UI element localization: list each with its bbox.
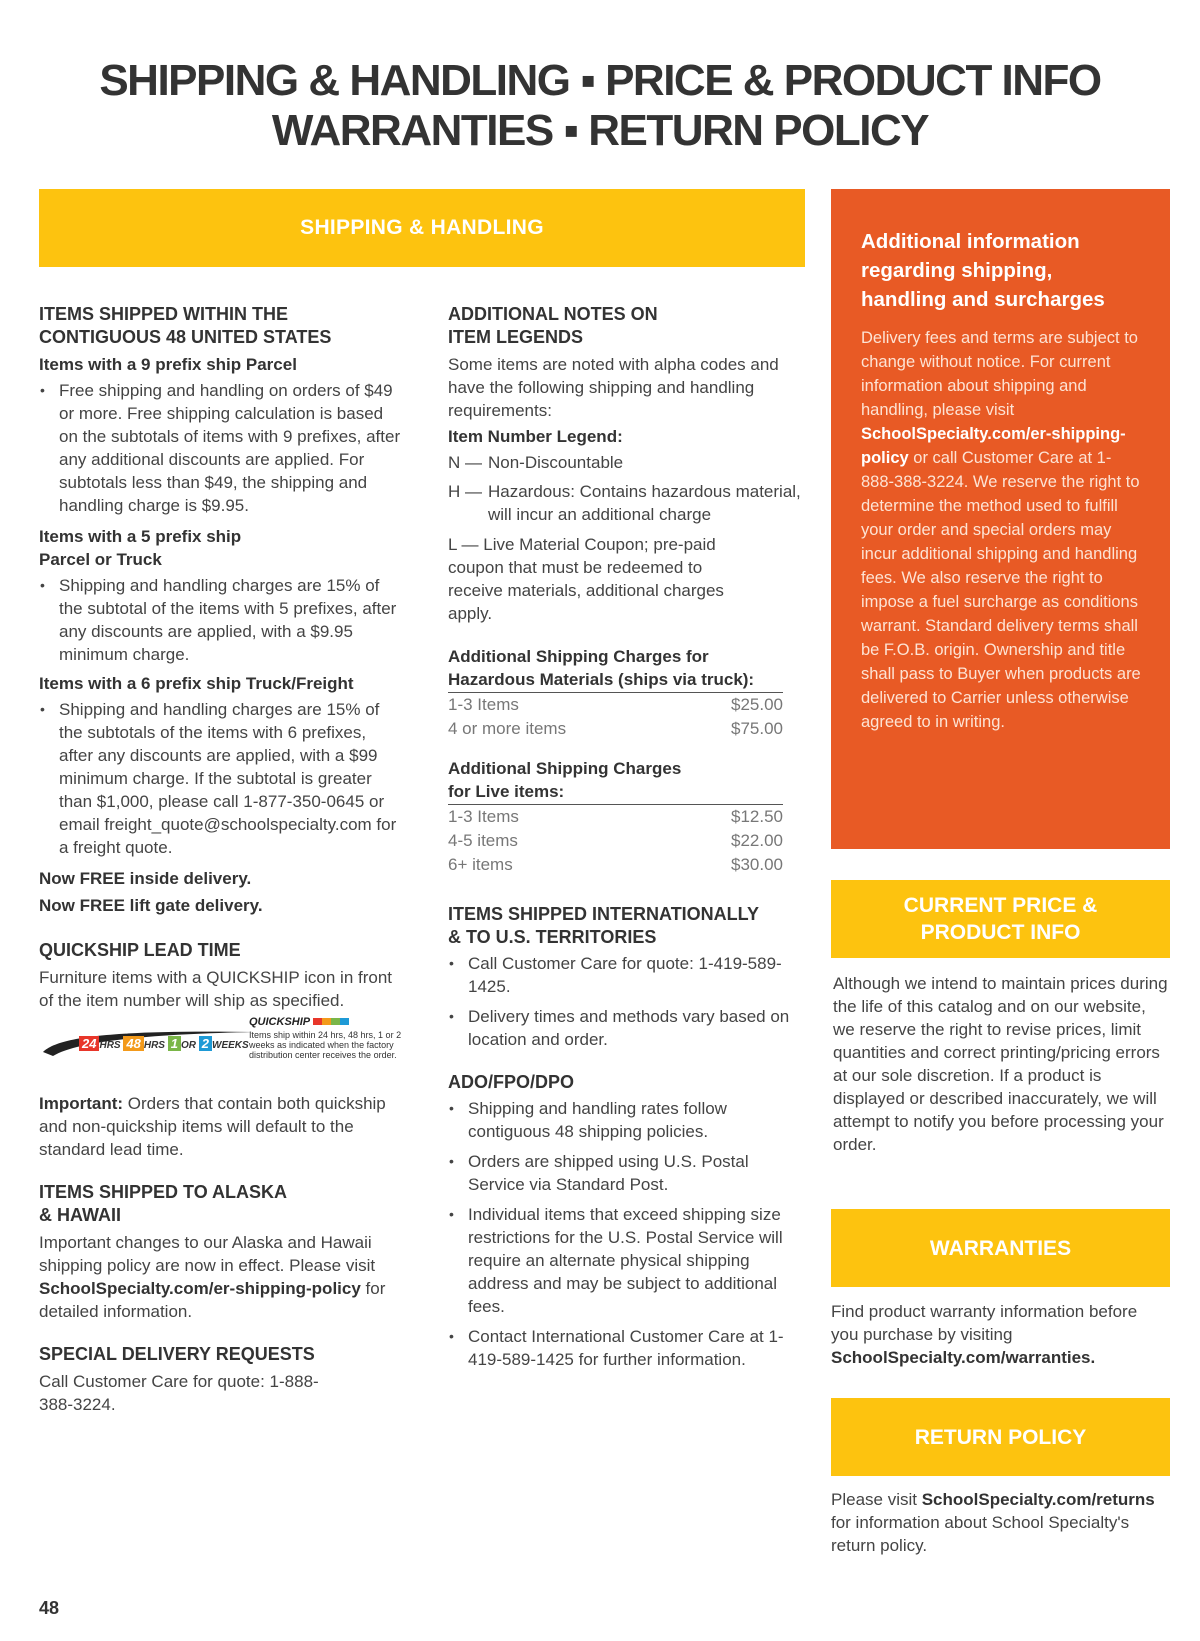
- hazmat-table: [448, 645, 783, 741]
- additional-info-link[interactable]: SchoolSpecialty.com/er-shipping-policy: [861, 425, 1126, 467]
- price-info-band: [831, 880, 1170, 958]
- column-2: [448, 303, 803, 1371]
- legend-title: Item Number Legend:: [448, 427, 623, 446]
- live-title-line-1: Additional Shipping Charges: [448, 759, 682, 778]
- ado-bullet-4: • Contact International Customer Care at 1-419-589-1425 for further information.: [448, 1325, 803, 1371]
- quickship-caption: Items ship within 24 hrs, 48 hrs, 1 or 2 weeks as indicated when the factory distribution center receives the order.: [249, 1030, 402, 1060]
- legend-h-text: Hazardous: Contains hazardous material, will incur an additional charge: [488, 482, 801, 524]
- ado-heading: ADO/FPO/DPO: [448, 1072, 575, 1092]
- badge-weeks: WEEKS: [212, 1040, 249, 1051]
- alaska-text-2: for detailed information.: [39, 1279, 386, 1321]
- international-heading: [448, 903, 803, 949]
- alaska-text-1: Important changes to our Alaska and Hawaii shipping policy are now in effect. Please visit: [39, 1233, 376, 1275]
- additional-info-title: Additional information regarding shipping, handling and surcharges: [861, 230, 1105, 311]
- notes-heading: [448, 303, 803, 349]
- return-policy-band: RETURN POLICY: [831, 1398, 1170, 1476]
- legend-n-key: N —: [448, 453, 482, 472]
- badge-48: 48: [123, 1036, 143, 1051]
- column-1: [39, 303, 404, 1416]
- quickship-important: [39, 1092, 404, 1161]
- free-inside-delivery: Now FREE inside delivery.: [39, 869, 252, 888]
- warranties-text: [831, 1300, 1161, 1369]
- badge-hrs-2: HRS: [143, 1040, 165, 1051]
- international-heading-line-1: ITEMS SHIPPED INTERNATIONALLY: [448, 904, 760, 924]
- international-bullet-2: • Delivery times and methods vary based on location and order.: [448, 1005, 803, 1051]
- hazmat-row-label: 1-3 Items: [448, 695, 519, 714]
- live-row: [448, 853, 783, 877]
- legend-n-text: Non-Discountable: [488, 453, 624, 472]
- warranties-link[interactable]: SchoolSpecialty.com/warranties.: [831, 1348, 1096, 1367]
- notes-text: Some items are noted with alpha codes and have the following shipping and handling requirements:: [448, 355, 779, 420]
- notes-heading-line-1: ADDITIONAL NOTES ON: [448, 304, 658, 324]
- quickship-logo: [39, 1016, 404, 1078]
- live-row-label: 6+ items: [448, 855, 513, 874]
- important-label: Important:: [39, 1094, 124, 1113]
- live-title-line-2: for Live items:: [448, 782, 565, 801]
- additional-info-text-1: Delivery fees and terms are subject to change without notice. For current information about shipping and handling, please visit: [861, 329, 1138, 419]
- live-row-label: 4-5 items: [448, 831, 518, 850]
- page-title: [0, 56, 1200, 156]
- badge-24: 24: [79, 1036, 99, 1051]
- price-info-band-line-2: PRODUCT INFO: [920, 921, 1081, 944]
- ado-bullet-2: • Orders are shipped using U.S. Postal Service via Standard Post.: [448, 1150, 803, 1196]
- prefix-9-title: Items with a 9 prefix ship Parcel: [39, 355, 297, 374]
- badge-1: 1: [168, 1036, 181, 1051]
- hazmat-row-price: $25.00: [731, 695, 783, 714]
- hazmat-row-label: 4 or more items: [448, 719, 567, 738]
- ado-bullet-3: • Individual items that exceed shipping size restrictions for the U.S. Postal Service will require an alternate physical shipping address and may be subject to additional fees.: [448, 1203, 803, 1318]
- live-row-price: $12.50: [731, 807, 783, 826]
- hazmat-row: [448, 717, 783, 741]
- live-table: [448, 757, 783, 877]
- badge-or: OR: [180, 1040, 196, 1051]
- contiguous-heading-line-1: ITEMS SHIPPED WITHIN THE: [39, 304, 289, 324]
- live-row-label: 1-3 Items: [448, 807, 519, 826]
- badge-2: 2: [199, 1036, 212, 1051]
- price-info-band-line-1: CURRENT PRICE &: [903, 894, 1098, 917]
- contiguous-heading: [39, 303, 404, 349]
- quickship-heading: QUICKSHIP LEAD TIME: [39, 940, 241, 960]
- hazmat-row-price: $75.00: [731, 719, 783, 738]
- international-heading-line-2: & TO U.S. TERRITORIES: [448, 927, 657, 947]
- live-row-price: $22.00: [731, 831, 783, 850]
- legend-h: [448, 480, 803, 526]
- quickship-word-text: QUICKSHIP: [249, 1016, 310, 1028]
- live-row: [448, 805, 783, 829]
- warranties-band: WARRANTIES: [831, 1209, 1170, 1287]
- title-line-2: WARRANTIES ▪ RETURN POLICY: [271, 106, 929, 155]
- quickship-word: [249, 1016, 349, 1028]
- live-title: [448, 757, 783, 805]
- prefix-5-title-line-2: Parcel or Truck: [39, 550, 162, 569]
- international-bullet-1: • Call Customer Care for quote: 1-419-589-1425.: [448, 952, 803, 998]
- special-delivery-text: Call Customer Care for quote: 1-888-388-3224.: [39, 1372, 319, 1414]
- hazmat-row: [448, 693, 783, 717]
- contiguous-heading-line-2: CONTIGUOUS 48 UNITED STATES: [39, 327, 332, 347]
- live-row: [448, 829, 783, 853]
- return-policy-text-1: Please visit: [831, 1490, 922, 1509]
- prefix-6-title: Items with a 6 prefix ship Truck/Freight: [39, 674, 354, 693]
- return-policy-link[interactable]: SchoolSpecialty.com/returns: [921, 1490, 1155, 1509]
- price-info-text: Although we intend to maintain prices during the life of this catalog and on our website, we reserve the right to revise prices, limit quantities and correct printing/pricing errors at our sole discretion. If a product is displayed or described inaccurately, we will attempt to notify you before processing your order.: [833, 974, 1168, 1154]
- hazmat-title-line-2: Hazardous Materials (ships via truck):: [448, 670, 755, 689]
- alaska-heading-line-1: ITEMS SHIPPED TO ALASKA: [39, 1182, 288, 1202]
- notes-heading-line-2: ITEM LEGENDS: [448, 327, 584, 347]
- alaska-heading: [39, 1181, 404, 1227]
- alaska-text: [39, 1231, 404, 1323]
- special-delivery-heading: SPECIAL DELIVERY REQUESTS: [39, 1344, 315, 1364]
- important-text: Orders that contain both quickship and non-quickship items will default to the standard lead time.: [39, 1094, 386, 1159]
- badge-hrs-1: HRS: [99, 1040, 121, 1051]
- hazmat-title: [448, 645, 783, 693]
- additional-info-box: [831, 189, 1170, 849]
- shipping-handling-band: SHIPPING & HANDLING: [39, 189, 805, 267]
- alaska-heading-line-2: & HAWAII: [39, 1205, 122, 1225]
- quickship-text: Furniture items with a QUICKSHIP icon in front of the item number will ship as specified.: [39, 968, 393, 1010]
- warranties-text-body: Find product warranty information before you purchase by visiting: [831, 1302, 1138, 1344]
- prefix-9-text: • Free shipping and handling on orders of $49 or more. Free shipping calculation is based on the subtotals of items with 9 prefixes, after any additional discounts are applied. For subtotals less than $49, the shipping and handling charge is $9.95.: [39, 379, 404, 517]
- live-row-price: $30.00: [731, 855, 783, 874]
- ado-bullet-1: • Shipping and handling rates follow contiguous 48 shipping policies.: [448, 1097, 803, 1143]
- quickship-badges: [79, 1036, 249, 1051]
- prefix-5-title-line-1: Items with a 5 prefix ship: [39, 527, 242, 546]
- hazmat-title-line-1: Additional Shipping Charges for: [448, 647, 709, 666]
- prefix-5-text: • Shipping and handling charges are 15% of the subtotal of the items with 5 prefixes, after any discounts are applied, with a $9.95 minimum charge.: [39, 574, 404, 666]
- return-policy-text-2: for information about School Specialty's return policy.: [831, 1513, 1130, 1555]
- free-liftgate-delivery: Now FREE lift gate delivery.: [39, 896, 263, 915]
- additional-info-text-2: or call Customer Care at 1-888-388-3224. We reserve the right to determine the method used to fulfill your order and special orders may incur additional shipping and handling fees. We also reserve the right to impose a fuel surcharge as conditions warrant. Standard delivery terms shall be F.O.B. origin. Ownership and title shall pass to Buyer when products are delivered to Carrier unless otherwise agreed to in writing.: [861, 449, 1141, 731]
- legend-h-key: H —: [448, 482, 482, 501]
- page-number: 48: [39, 1598, 60, 1618]
- prefix-6-text: • Shipping and handling charges are 15% of the subtotals of the items with 6 prefixes, after any discounts are applied, with a $99 minimum charge. If the subtotal is greater than $1,000, please call 1-877-350-0645 or email freight_quote@schoolspecialty.com for a freight quote.: [39, 698, 404, 859]
- legend-n: [448, 451, 803, 474]
- prefix-5-title: [39, 525, 404, 571]
- additional-info-text: [861, 326, 1142, 734]
- title-line-1: SHIPPING & HANDLING ▪ PRICE & PRODUCT INFO: [99, 56, 1101, 105]
- return-policy-text: [831, 1488, 1170, 1557]
- alaska-shipping-link[interactable]: SchoolSpecialty.com/er-shipping-policy: [39, 1279, 361, 1298]
- legend-l: L — Live Material Coupon; pre-paid coupon that must be redeemed to receive materials, additional charges apply.: [448, 535, 724, 623]
